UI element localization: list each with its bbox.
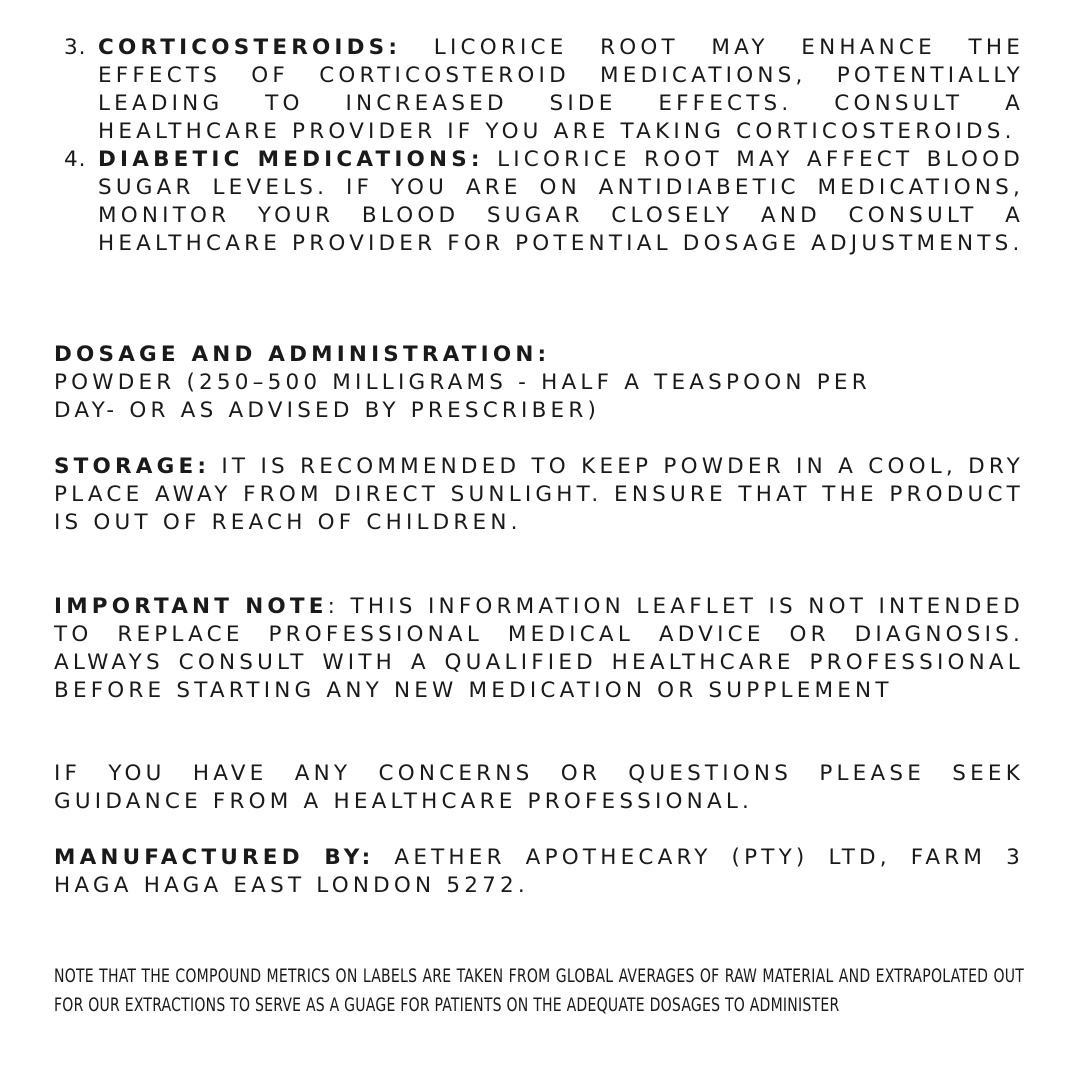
important-note-text xyxy=(54,593,1024,705)
interaction-item-corticosteroids xyxy=(54,34,1024,146)
interaction-body: LICORICE ROOT MAY AFFECT BLOOD SUGAR LEVELS. IF YOU ARE ON ANTIDIABETIC MEDICATIONS, MONITOR YOUR BLOOD SUGAR CLOSELY AND CONSULT A HEALTHCARE PROVIDER FOR POTENTIAL DOSAGE ADJUSTMENTS. xyxy=(98,147,1024,256)
interaction-item-diabetic-medications xyxy=(54,146,1024,258)
storage-heading: STORAGE: xyxy=(54,454,211,479)
manufacturer-heading: MANUFACTURED BY: xyxy=(54,845,375,870)
list-number: 3. xyxy=(64,35,87,60)
dosage-heading: DOSAGE AND ADMINISTRATION: xyxy=(54,342,551,367)
compound-metrics-footnote: NOTE THAT THE COMPOUND METRICS ON LABELS ARE TAKEN FROM GLOBAL AVERAGES OF RAW MATERIAL AND EXTRAPOLATED OUT FOR OUR EXTRACTIONS TO SERVE AS A GUAGE FOR PATIENTS ON THE ADEQUATE DOSAGES TO ADMINISTER xyxy=(54,965,1025,1016)
concerns-text: IF YOU HAVE ANY CONCERNS OR QUESTIONS PLEASE SEEK GUIDANCE FROM A HEALTHCARE PROFESSIONAL. xyxy=(54,761,1024,814)
dosage-line-1: POWDER (250–500 MILLIGRAMS - HALF A TEASPOON PER xyxy=(54,370,871,395)
interaction-body: LICORICE ROOT MAY ENHANCE THE EFFECTS OF CORTICOSTEROID MEDICATIONS, POTENTIALLY LEADING TO INCREASED SIDE EFFECTS. CONSULT A HEALTHCARE PROVIDER IF YOU ARE TAKING CORTICOSTEROIDS. xyxy=(98,35,1024,144)
manufacturer-text xyxy=(54,844,1024,900)
storage-body: IT IS RECOMMENDED TO KEEP POWDER IN A COOL, DRY PLACE AWAY FROM DIRECT SUNLIGHT. ENSURE THAT THE PRODUCT IS OUT OF REACH OF CHILDREN. xyxy=(54,454,1024,535)
important-note-heading: IMPORTANT NOTE xyxy=(54,594,328,619)
dosage-line-2: DAY- OR AS ADVISED BY PRESCRIBER) xyxy=(54,398,601,423)
drug-interactions-list xyxy=(54,34,1024,258)
dosage-section xyxy=(54,341,1024,425)
interaction-text xyxy=(98,146,1024,258)
storage-text xyxy=(54,453,1024,537)
important-note-section xyxy=(54,593,1024,705)
interaction-text xyxy=(98,34,1024,146)
concerns-section xyxy=(54,760,1024,816)
interaction-heading: CORTICOSTEROIDS: xyxy=(98,35,402,60)
list-number: 4. xyxy=(64,147,87,172)
interaction-heading: DIABETIC MEDICATIONS: xyxy=(98,147,484,172)
manufacturer-section xyxy=(54,844,1024,900)
important-note-body: : THIS INFORMATION LEAFLET IS NOT INTENDED TO REPLACE PROFESSIONAL MEDICAL ADVICE OR DIAGNOSIS. ALWAYS CONSULT WITH A QUALIFIED HEALTHCARE PROFESSIONAL BEFORE STARTING ANY NEW MEDICATION OR SUPPLEMENT xyxy=(54,594,1024,703)
storage-section xyxy=(54,453,1024,537)
manufacturer-body: AETHER APOTHECARY (PTY) LTD, FARM 3 HAGA HAGA EAST LONDON 5272. xyxy=(54,845,1024,898)
